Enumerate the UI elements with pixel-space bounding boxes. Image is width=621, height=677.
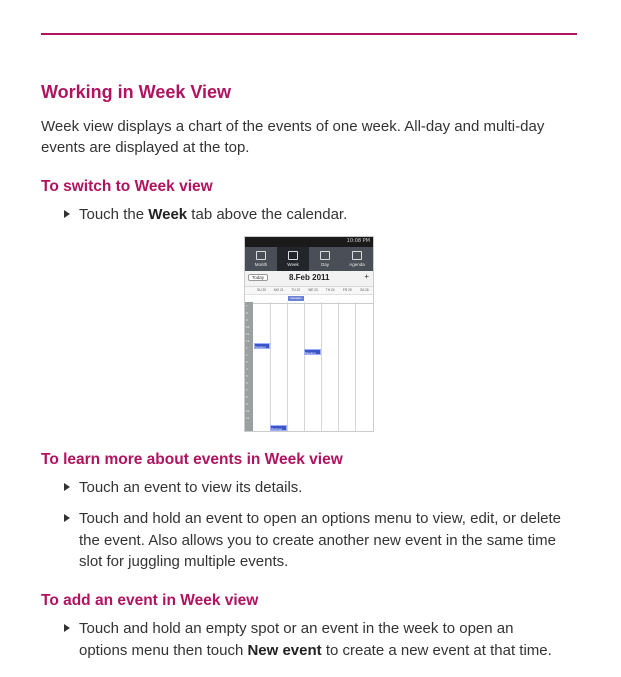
bullet-item — [64, 204, 564, 226]
day-label: TH 24 — [325, 288, 335, 292]
hour-label: 9 — [246, 402, 248, 406]
bullet-text: Touch an event to view its details. — [79, 479, 303, 496]
bullet-item — [64, 508, 564, 573]
tab-month[interactable]: Month — [245, 247, 277, 271]
hour-label: 7 — [246, 388, 248, 392]
section-title-add-event: To add an event in Week view — [41, 592, 259, 609]
tab-week[interactable]: Week — [277, 247, 309, 271]
bullet-triangle-icon — [64, 210, 70, 218]
bullet-text: to create a new event at that time. — [321, 641, 552, 659]
calendar-icon — [256, 251, 266, 260]
event-block[interactable]: Workout — [270, 425, 287, 431]
hour-label: 8 — [246, 311, 248, 315]
bullet-bold: Week — [148, 206, 188, 223]
top-rule — [41, 33, 577, 35]
bullet-text: Touch and hold an empty spot or an event in the week to open an options menu then touch — [79, 620, 514, 659]
hour-label: 11 — [246, 416, 250, 420]
hour-label: 12 — [246, 339, 250, 343]
hour-label: 7 — [246, 304, 248, 308]
hour-label: 10 — [246, 409, 250, 413]
day-label: FR 25 — [342, 288, 352, 292]
calendar-icon — [288, 251, 298, 260]
hour-label: 2 — [246, 353, 248, 357]
day-label: SA 26 — [360, 288, 369, 292]
day-divider — [338, 302, 339, 431]
day-label: WE 23 — [308, 288, 318, 292]
event-block[interactable]: Session — [254, 343, 270, 349]
bullet-bold: New event — [247, 641, 322, 659]
hour-label: 1 — [246, 346, 248, 350]
bullet-triangle-icon — [64, 514, 70, 522]
event-block[interactable]: Meeting — [304, 349, 321, 355]
day-divider — [355, 302, 356, 431]
week-grid[interactable] — [245, 302, 373, 431]
week-view-screenshot — [244, 236, 374, 432]
list-icon — [352, 251, 362, 260]
next-icon[interactable]: + — [364, 272, 369, 281]
bullet-item — [64, 477, 564, 499]
calendar-title: 8.Feb 2011 — [289, 273, 330, 282]
status-time: 10:08 PM — [346, 238, 370, 244]
day-divider — [270, 302, 271, 431]
bullet-triangle-icon — [64, 624, 70, 632]
day-label: MO 21 — [273, 288, 284, 292]
hour-label: 6 — [246, 381, 248, 385]
day-label: SU 20 — [257, 288, 266, 292]
time-column — [245, 302, 253, 431]
status-bar — [245, 237, 373, 247]
hour-label: 9 — [246, 318, 248, 322]
hour-label: 11 — [246, 332, 250, 336]
calendar-tabs — [245, 247, 373, 271]
bullet-triangle-icon — [64, 483, 70, 491]
calendar-icon — [320, 251, 330, 260]
bullet-item — [64, 618, 564, 661]
page-heading: Working in Week View — [41, 82, 232, 102]
tab-day[interactable]: Day — [309, 247, 341, 271]
day-label: TU 22 — [291, 288, 301, 292]
hour-label: 10 — [246, 325, 250, 329]
section-title-learn-more: To learn more about events in Week view — [41, 451, 343, 468]
bullet-text: Touch and hold an event to open an options menu to view, edit, or delete the event. Also allows you to create another new event in the same time slot for juggling multiple events. — [79, 510, 562, 570]
intro-paragraph: Week view displays a chart of the events of one week. All-day and multi-day events are displayed at the top. — [41, 118, 545, 156]
day-divider — [304, 302, 305, 431]
hour-label: 5 — [246, 374, 248, 378]
hour-label: 8 — [246, 395, 248, 399]
hour-label: 4 — [246, 367, 248, 371]
day-divider — [321, 302, 322, 431]
calendar-header — [245, 271, 373, 287]
today-button[interactable]: Today — [248, 274, 268, 281]
day-divider — [287, 302, 288, 431]
tab-agenda[interactable]: Agenda — [341, 247, 373, 271]
bullet-text: tab above the calendar. — [187, 206, 348, 223]
section-title-switch: To switch to Week view — [41, 178, 213, 195]
hour-label: 3 — [246, 360, 248, 364]
day-labels — [245, 287, 373, 295]
bullet-text: Touch the — [79, 206, 149, 223]
allday-event[interactable]: Vacation — [288, 296, 304, 301]
